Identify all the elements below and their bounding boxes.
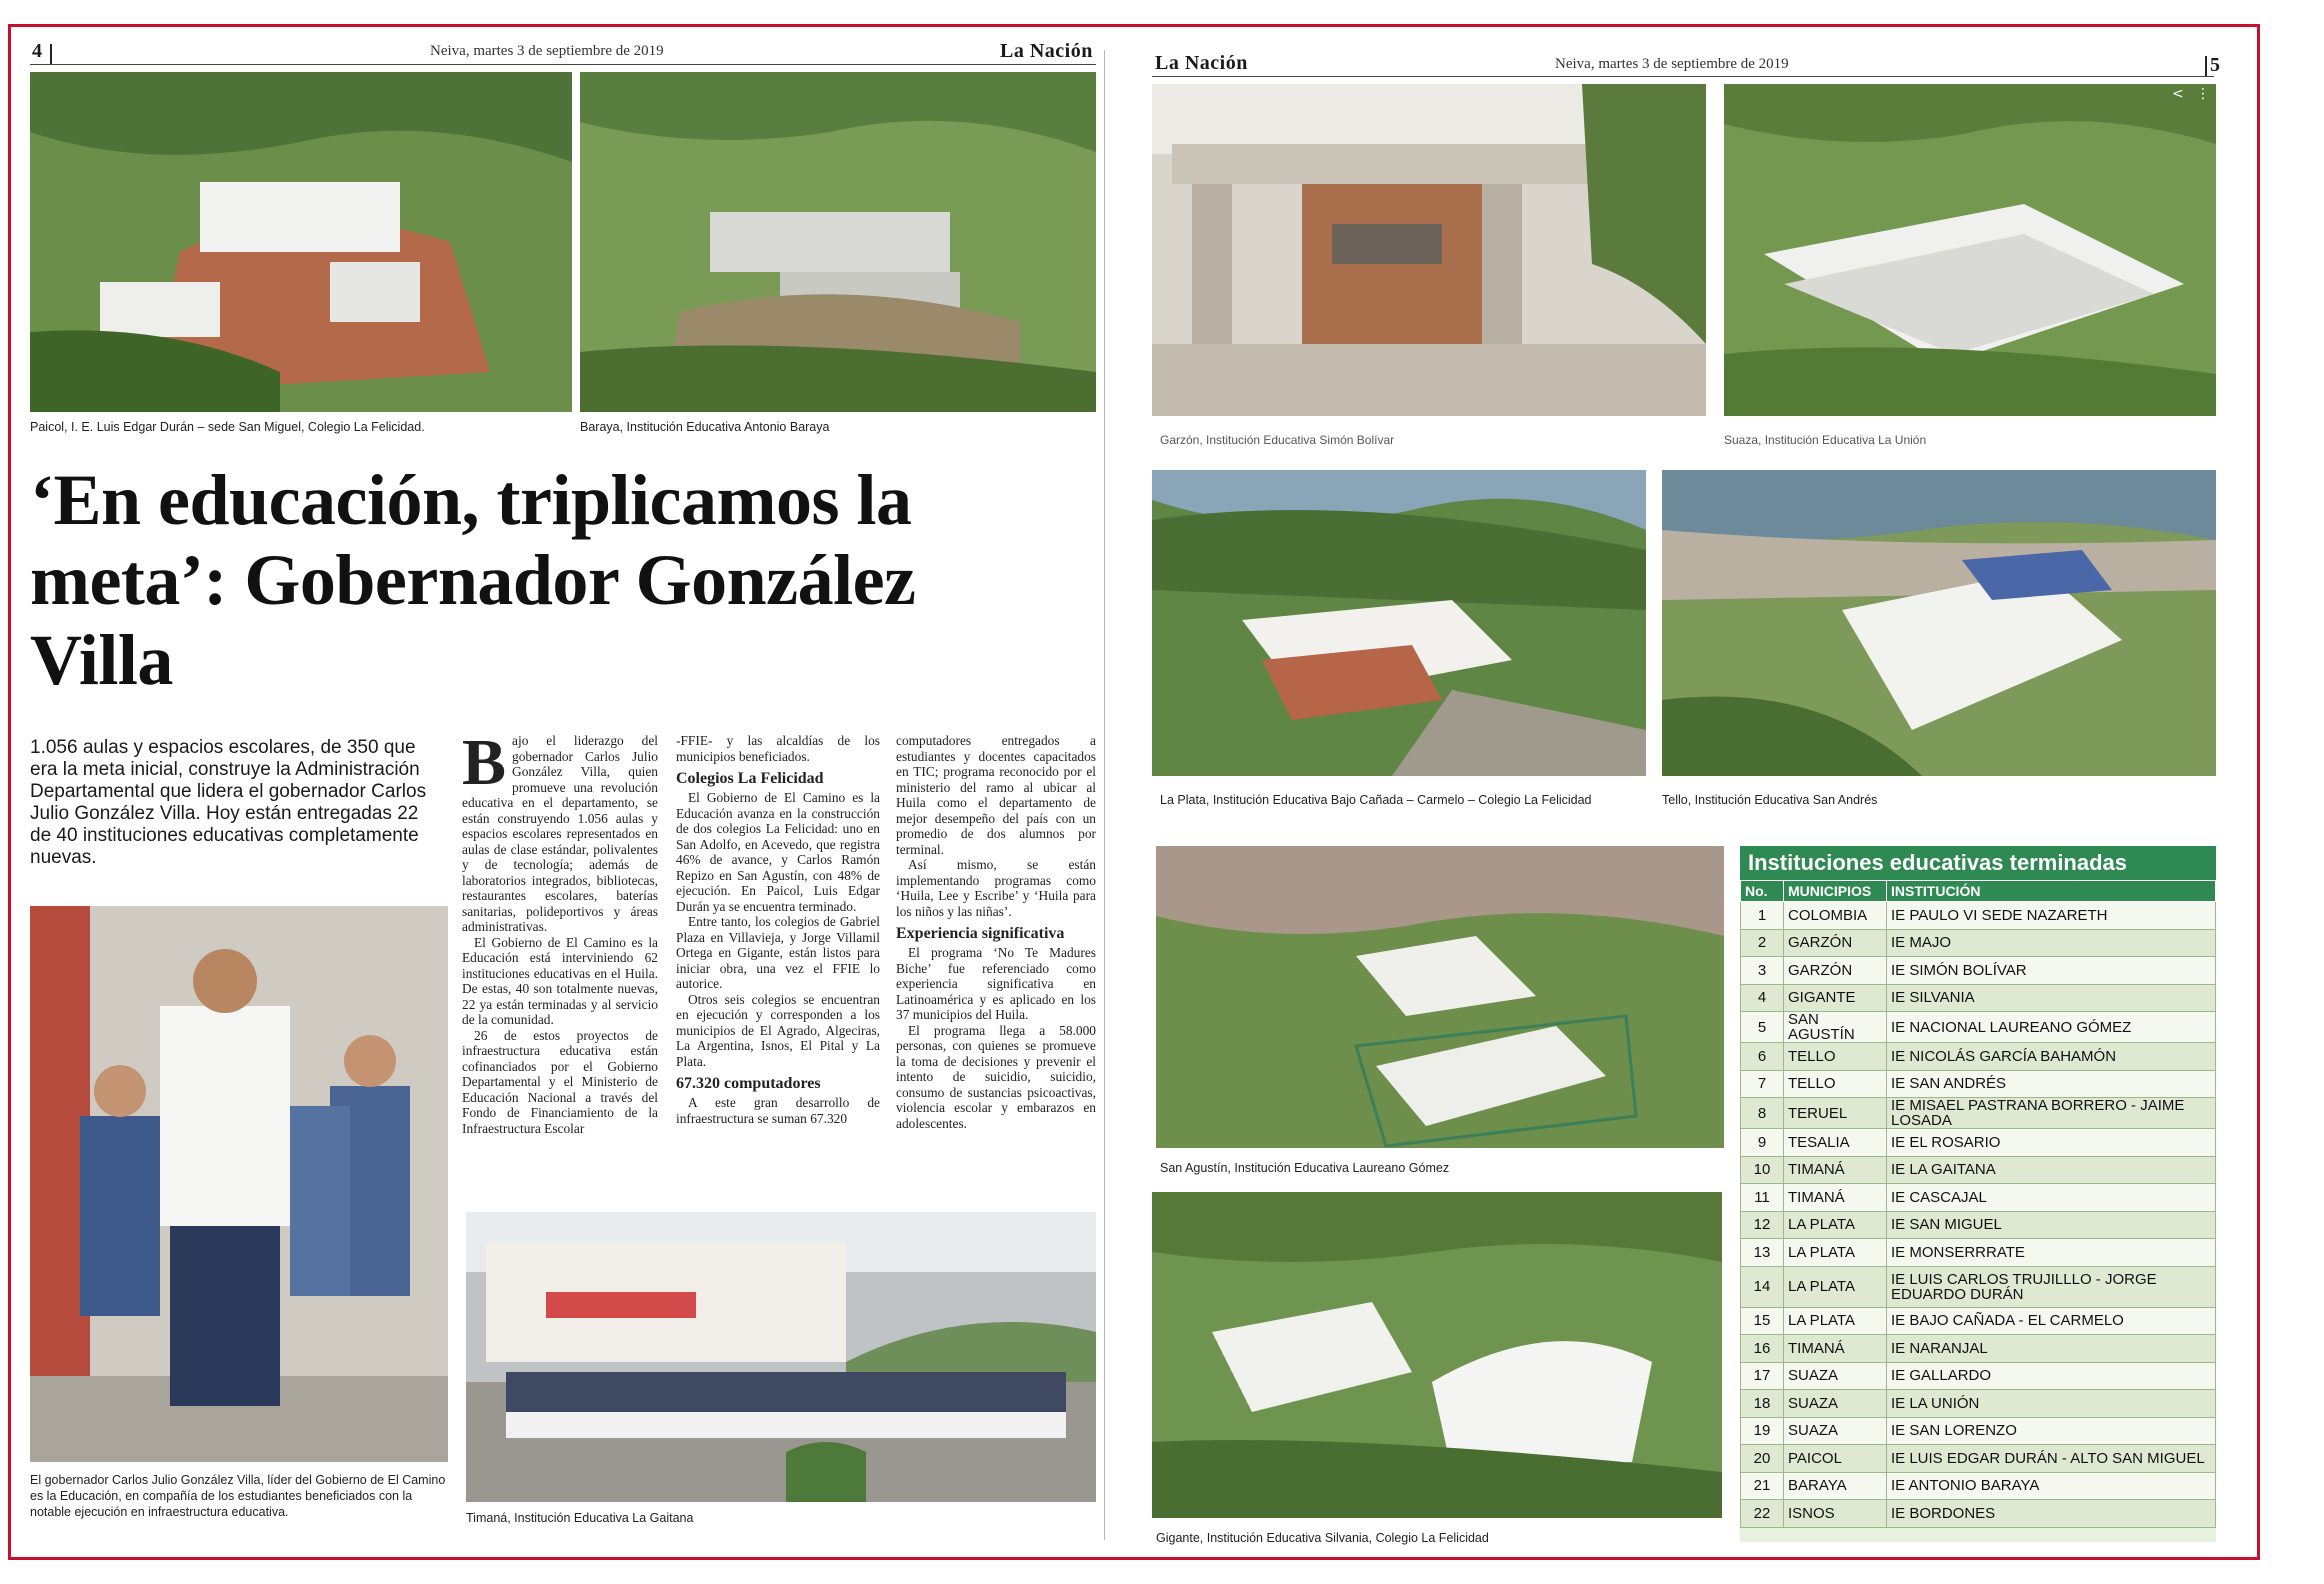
table-row (1741, 1500, 2216, 1528)
cell-institucion: IE SILVANIA (1887, 984, 2216, 1012)
subhead-experiencia: Experiencia significativa (896, 925, 1065, 942)
table-row (1741, 1417, 2216, 1445)
cell-no: 13 (1741, 1239, 1784, 1267)
table-row (1741, 957, 2216, 985)
col1-paragraph: El Gobierno de El Camino es la Educación está interviniendo 62 instituciones educativas en el Huila. De estas, 40 son totalmente nuevas, 22 ya están terminadas y al servicio de la comunidad. (462, 934, 658, 1027)
article-headline: ‘En educación, triplicamos la meta’: Gobernador González Villa (30, 460, 916, 700)
table-row (1741, 1266, 2216, 1307)
cell-institucion: IE EL ROSARIO (1887, 1129, 2216, 1157)
right-dateline: Neiva, martes 3 de septiembre de 2019 (1555, 56, 1789, 72)
cell-institucion: IE MONSERRRATE (1887, 1239, 2216, 1267)
cell-no: 10 (1741, 1156, 1784, 1184)
table-row (1741, 1445, 2216, 1473)
cell-institucion: IE LUIS EDGAR DURÁN - ALTO SAN MIGUEL (1887, 1445, 2216, 1473)
col3-paragraph: El programa ‘No Te Madures Biche’ fue referenciado como experiencia significativa en Latinoamérica y es aplicado en los 37 municipios del Huila. (896, 945, 1096, 1022)
cell-institucion: IE SAN ANDRÉS (1887, 1070, 2216, 1098)
caption-suaza: Suaza, Institución Educativa La Unión (1724, 433, 1927, 447)
subhead-computadores: 67.320 computadores (676, 1075, 821, 1092)
cell-no: 16 (1741, 1335, 1784, 1363)
cell-institucion: IE ANTONIO BARAYA (1887, 1472, 2216, 1500)
cell-no: 9 (1741, 1129, 1784, 1157)
cell-municipio: GARZÓN (1784, 957, 1887, 985)
photo-suaza-school (1724, 84, 2216, 416)
cell-no: 6 (1741, 1043, 1784, 1071)
cell-institucion: IE SIMÓN BOLÍVAR (1887, 957, 2216, 985)
caption-garzon: Garzón, Institución Educativa Simón Bolívar (1160, 433, 1395, 447)
cell-municipio: SUAZA (1784, 1390, 1887, 1418)
caption-governor: El gobernador Carlos Julio González Villa, líder del Gobierno de El Camino es la Educación, en compañía de los estudiantes beneficiados con la notable ejecución en infraestructura educativa. (30, 1473, 446, 1519)
institutions-table (1740, 880, 2216, 1528)
right-header-rule (1152, 76, 2214, 77)
table-row (1741, 1307, 2216, 1335)
cell-no: 1 (1741, 902, 1784, 930)
cell-institucion: IE NICOLÁS GARCÍA BAHAMÓN (1887, 1043, 2216, 1071)
photo-timana-school (466, 1212, 1096, 1502)
menu-icon[interactable]: ⋮ (2196, 86, 2210, 102)
table-header-row (1741, 881, 2216, 902)
cell-institucion: IE NARANJAL (1887, 1335, 2216, 1363)
cell-no: 3 (1741, 957, 1784, 985)
table-row (1741, 902, 2216, 930)
cell-municipio: LA PLATA (1784, 1266, 1887, 1307)
caption-gigante: Gigante, Institución Educativa Silvania, Colegio La Felicidad (1156, 1531, 1489, 1545)
table-row (1741, 984, 2216, 1012)
cell-no: 19 (1741, 1417, 1784, 1445)
cell-no: 4 (1741, 984, 1784, 1012)
cell-municipio: TIMANÁ (1784, 1184, 1887, 1212)
left-logo: La Nación (1000, 40, 1093, 62)
cell-no: 11 (1741, 1184, 1784, 1212)
col2-paragraph: A este gran desarrollo de infraestructura se suman 67.320 (676, 1095, 880, 1126)
cell-municipio: GARZÓN (1784, 929, 1887, 957)
caption-tello: Tello, Institución Educativa San Andrés (1662, 793, 1878, 807)
cell-no: 17 (1741, 1362, 1784, 1390)
cell-institucion: IE NACIONAL LAUREANO GÓMEZ (1887, 1012, 2216, 1043)
cell-no: 8 (1741, 1098, 1784, 1129)
cell-municipio: SUAZA (1784, 1362, 1887, 1390)
left-page-number: 4 (32, 40, 42, 62)
cell-municipio: LA PLATA (1784, 1307, 1887, 1335)
article-lead: 1.056 aulas y espacios escolares, de 350 que era la meta inicial, construye la Administración Departamental que lidera el gobernador Carlos Julio González Villa. Hoy están entregadas 22 de 40 instituciones educativas completamente nuevas. (30, 737, 427, 868)
col2-paragraph: -FFIE- y las alcaldías de los municipios beneficiados. (676, 733, 880, 764)
table-row (1741, 1472, 2216, 1500)
caption-baraya: Baraya, Institución Educativa Antonio Baraya (580, 420, 830, 434)
cell-municipio: TERUEL (1784, 1098, 1887, 1129)
photo-paicol-school (30, 72, 572, 412)
right-logo: La Nación (1155, 52, 1248, 74)
cell-no: 7 (1741, 1070, 1784, 1098)
institutions-table-panel (1740, 846, 2216, 1542)
photo-tello-school (1662, 470, 2216, 776)
cell-no: 20 (1741, 1445, 1784, 1473)
cell-no: 2 (1741, 929, 1784, 957)
col1-paragraph: ajo el liderazgo del gobernador Carlos Julio González Villa, quien promueve una revolución educativa en el departamento, se están construyendo 1.056 aulas y espacios escolares representados en aulas de clase estándar, polivalentes y de tecnología; además de laboratorios integrados, bibliotecas, restaurantes escolares, baterías sanitarias, polideportivos y áreas administrativas. (462, 733, 658, 934)
caption-san-agustin: San Agustín, Institución Educativa Laureano Gómez (1160, 1161, 1450, 1175)
page-fold (1104, 50, 1105, 1540)
caption-la-plata: La Plata, Institución Educativa Bajo Cañada – Carmelo – Colegio La Felicidad (1160, 793, 1592, 807)
cell-municipio: PAICOL (1784, 1445, 1887, 1473)
photo-governor-students (30, 906, 448, 1462)
cell-institucion: IE BORDONES (1887, 1500, 2216, 1528)
table-row (1741, 1012, 2216, 1043)
cell-no: 15 (1741, 1307, 1784, 1335)
right-page-number: 5 (2210, 54, 2220, 76)
table-row (1741, 1098, 2216, 1129)
photo-san-agustin-school (1156, 846, 1724, 1148)
cell-no: 14 (1741, 1266, 1784, 1307)
table-row (1741, 1070, 2216, 1098)
cell-municipio: TIMANÁ (1784, 1335, 1887, 1363)
cell-institucion: IE CASCAJAL (1887, 1184, 2216, 1212)
cell-municipio: SAN AGUSTÍN (1784, 1012, 1887, 1043)
cell-no: 22 (1741, 1500, 1784, 1528)
table-row (1741, 929, 2216, 957)
col2-paragraph: Entre tanto, los colegios de Gabriel Plaza en Villavieja, y Jorge Villamil Ortega en Gigante, están listos para iniciar obra, una vez el FFIE lo autorice. (676, 914, 880, 991)
header-municipio: MUNICIPIOS (1784, 881, 1887, 902)
table-row (1741, 1362, 2216, 1390)
cell-municipio: BARAYA (1784, 1472, 1887, 1500)
article-column-1 (462, 726, 658, 1136)
caption-timana: Timaná, Institución Educativa La Gaitana (466, 1511, 694, 1525)
cell-municipio: SUAZA (1784, 1417, 1887, 1445)
col3-paragraph: computadores entregados a estudiantes y docentes capacitados en TIC; programa reconocido por el ministerio del ramo al ubicar al Huila como el departamento de mejor desempeño del país con un promedio de dos alumnos por terminal. (896, 733, 1096, 857)
photo-baraya-school (580, 72, 1096, 412)
cell-institucion: IE SAN LORENZO (1887, 1417, 2216, 1445)
cell-no: 5 (1741, 1012, 1784, 1043)
col2-paragraph: Otros seis colegios se encuentran en ejecución y corresponden a los municipios de El Agrado, Algeciras, La Argentina, Isnos, El Pital y La Plata. (676, 991, 880, 1069)
table-row (1741, 1239, 2216, 1267)
table-row (1741, 1184, 2216, 1212)
col3-paragraph: El programa llega a 58.000 personas, con quienes se promueve la toma de decisiones y prevenir el intento de suicidio, suicidio, consumo de sustancias psicoactivas, violencia escolar y embarazos en adolescentes. (896, 1022, 1096, 1131)
cell-institucion: IE BAJO CAÑADA - EL CARMELO (1887, 1307, 2216, 1335)
cell-institucion: IE MAJO (1887, 929, 2216, 957)
share-icon[interactable]: < (2172, 86, 2184, 102)
cell-municipio: ISNOS (1784, 1500, 1887, 1528)
table-row (1741, 1390, 2216, 1418)
cell-no: 12 (1741, 1211, 1784, 1239)
cell-municipio: COLOMBIA (1784, 902, 1887, 930)
cell-municipio: LA PLATA (1784, 1239, 1887, 1267)
header-institucion: INSTITUCIÓN (1887, 881, 2216, 902)
table-row (1741, 1129, 2216, 1157)
cell-institucion: IE PAULO VI SEDE NAZARETH (1887, 902, 2216, 930)
caption-paicol: Paicol, I. E. Luis Edgar Durán – sede San Miguel, Colegio La Felicidad. (30, 420, 425, 434)
cell-institucion: IE MISAEL PASTRANA BORRERO - JAIME LOSADA (1887, 1098, 2216, 1129)
dropcap: B (462, 726, 507, 799)
cell-municipio: TELLO (1784, 1070, 1887, 1098)
cell-municipio: GIGANTE (1784, 984, 1887, 1012)
page-number-bar (50, 44, 52, 64)
left-header-rule (30, 64, 1096, 65)
col2-paragraph: El Gobierno de El Camino es la Educación avanza en la construcción de dos colegios La Felicidad: uno en San Adolfo, en Acevedo, que registra 46% de avance, y Carlos Ramón Repizo en San Agustín, con 48% de ejecución. En Paicol, Luis Edgar Durán ya se encuentra terminado. (676, 790, 880, 914)
table-row (1741, 1156, 2216, 1184)
cell-institucion: IE LUIS CARLOS TRUJILLLO - JORGE EDUARDO DURÁN (1887, 1266, 2216, 1307)
cell-institucion: IE GALLARDO (1887, 1362, 2216, 1390)
header-no: No. (1741, 881, 1784, 902)
cell-municipio: TIMANÁ (1784, 1156, 1887, 1184)
photo-gigante-school (1152, 1192, 1722, 1518)
photo-garzon-school (1152, 84, 1706, 416)
photo-la-plata-school (1152, 470, 1646, 776)
cell-institucion: IE LA UNIÓN (1887, 1390, 2216, 1418)
subhead-colegios: Colegios La Felicidad (676, 770, 824, 787)
article-column-2 (676, 733, 880, 1126)
cell-institucion: IE LA GAITANA (1887, 1156, 2216, 1184)
col1-paragraph: 26 de estos proyectos de infraestructura educativa están cofinanciados por el Gobierno Departamental y el Ministerio de Educación Nacional a través del Fondo de Financiamiento de la Infraestructura Escolar (462, 1027, 658, 1136)
cell-institucion: IE SAN MIGUEL (1887, 1211, 2216, 1239)
table-row (1741, 1043, 2216, 1071)
left-dateline: Neiva, martes 3 de septiembre de 2019 (430, 43, 664, 59)
cell-no: 18 (1741, 1390, 1784, 1418)
table-row (1741, 1211, 2216, 1239)
cell-municipio: TELLO (1784, 1043, 1887, 1071)
col3-paragraph: Así mismo, se están implementando programas como ‘Huila, Lee y Escribe’ y ‘Huila para los niños y las niñas’. (896, 857, 1096, 919)
article-column-3 (896, 733, 1096, 1131)
table-title: Instituciones educativas terminadas (1740, 846, 2216, 880)
page-number-bar (2205, 56, 2207, 76)
cell-municipio: LA PLATA (1784, 1211, 1887, 1239)
table-row (1741, 1335, 2216, 1363)
cell-no: 21 (1741, 1472, 1784, 1500)
cell-municipio: TESALIA (1784, 1129, 1887, 1157)
